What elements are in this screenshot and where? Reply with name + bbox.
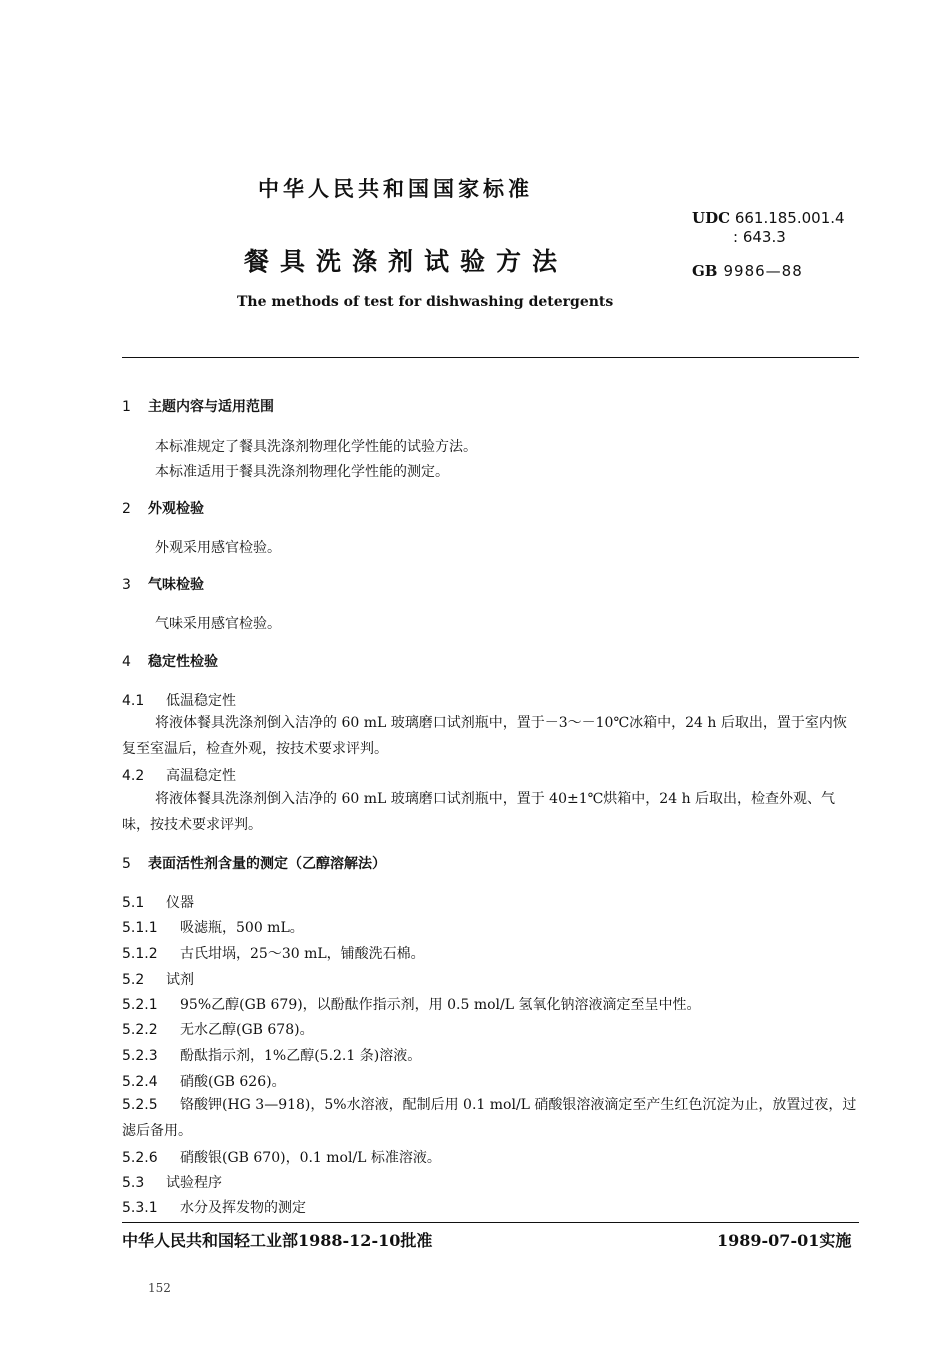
clause-number: 5.1.1 (122, 920, 158, 936)
issuer-approval: 中华人民共和国轻工业部1988-12-10批准 (122, 1231, 433, 1250)
section-3-paragraph: 气味采用感官检验。 (155, 616, 281, 632)
clause-text: 古氏坩埚，25～30 mL，铺酸洗石棉。 (180, 946, 425, 962)
clause-number: 5.2.6 (122, 1150, 158, 1166)
page-number: 152 (148, 1281, 171, 1295)
effective-date: 1989-07-01实施 (717, 1231, 852, 1250)
clause-5-3-1 (122, 1197, 306, 1217)
subsection-4-2-heading (122, 765, 236, 785)
udc-line-2: : 643.3 (733, 228, 786, 246)
clause-5-2-1 (122, 994, 701, 1014)
subsection-5-1-heading (122, 892, 194, 912)
clause-text: 吸滤瓶，500 mL。 (180, 920, 304, 936)
subsection-title: 仪器 (166, 895, 194, 911)
clause-5-2-4 (122, 1071, 286, 1091)
clause-5-2-6 (122, 1147, 441, 1167)
clause-number: 5.1.2 (122, 946, 158, 962)
section-title: 主题内容与适用范围 (148, 399, 274, 415)
clause-number: 5.2.5 (122, 1097, 158, 1113)
udc-label: UDC (692, 209, 731, 227)
subsection-4-1-paragraph: 将液体餐具洗涤剂倒入洁净的 60 mL 玻璃磨口试剂瓶中，置于－3～－10℃冰箱中，24 h 后取出，置于室内恢复至室温后，检查外观，按技术要求评判。 (122, 715, 847, 757)
subsection-5-2-heading (122, 969, 194, 989)
clause-number: 5.3.1 (122, 1200, 158, 1216)
clause-text: 水分及挥发物的测定 (180, 1200, 306, 1216)
subsection-title: 试剂 (166, 972, 194, 988)
section-2-paragraph: 外观采用感官检验。 (155, 540, 281, 556)
subsection-title: 试验程序 (166, 1175, 222, 1191)
clause-text: 硝酸(GB 626)。 (180, 1074, 286, 1090)
clause-number: 5.2.2 (122, 1022, 158, 1038)
subsection-number: 5.1 (122, 895, 145, 911)
section-number: 4 (122, 654, 131, 670)
section-1-heading (122, 396, 274, 416)
udc-line-1: 661.185.001.4 (734, 209, 845, 227)
section-4-heading (122, 651, 218, 671)
subsection-title: 高温稳定性 (166, 768, 236, 784)
clause-text: 酚酞指示剂，1%乙醇(5.2.1 条)溶液。 (180, 1048, 422, 1064)
clause-text: 95%乙醇(GB 679)，以酚酞作指示剂，用 0.5 mol/L 氢氧化钠溶液滴定至呈中性。 (180, 997, 701, 1013)
section-title: 外观检验 (148, 501, 204, 517)
footer-divider (122, 1222, 859, 1223)
clause-5-2-5 (122, 1092, 860, 1144)
subsection-number: 5.3 (122, 1175, 145, 1191)
clause-number: 5.2.3 (122, 1048, 158, 1064)
document-title: 餐具洗涤剂试验方法 (244, 247, 569, 276)
section-title: 稳定性检验 (148, 654, 218, 670)
section-number: 3 (122, 577, 131, 593)
subsection-number: 5.2 (122, 972, 145, 988)
clause-text: 无水乙醇(GB 678)。 (180, 1022, 314, 1038)
section-1-paragraph-1: 本标准规定了餐具洗涤剂物理化学性能的试验方法。 (155, 439, 477, 455)
section-number: 2 (122, 501, 131, 517)
clause-5-2-3 (122, 1045, 421, 1065)
section-1-paragraph-2: 本标准适用于餐具洗涤剂物理化学性能的测定。 (155, 464, 449, 480)
gb-code (692, 262, 803, 280)
clause-5-1-1 (122, 917, 304, 937)
subsection-title: 低温稳定性 (166, 693, 236, 709)
section-title: 气味检验 (148, 577, 204, 593)
clause-5-2-2 (122, 1019, 314, 1039)
header-divider (122, 357, 859, 358)
clause-5-1-2 (122, 943, 425, 963)
section-title: 表面活性剂含量的测定（乙醇溶解法） (148, 856, 386, 872)
section-number: 5 (122, 856, 131, 872)
clause-text: 铬酸钾(HG 3—918)，5%水溶液，配制后用 0.1 mol/L 硝酸银溶液滴定至产生红色沉淀为止，放置过夜，过滤后备用。 (122, 1097, 857, 1139)
udc-code (692, 210, 845, 226)
subsection-5-3-heading (122, 1172, 222, 1192)
english-title: The methods of test for dishwashing detergents (237, 294, 614, 310)
gb-label: GB (692, 262, 718, 280)
subsection-4-2-paragraph: 将液体餐具洗涤剂倒入洁净的 60 mL 玻璃磨口试剂瓶中，置于 40±1℃烘箱中，24 h 后取出，检查外观、气味，按技术要求评判。 (122, 791, 836, 833)
section-3-heading (122, 574, 204, 594)
subsection-4-1-heading (122, 690, 236, 710)
subsection-number: 4.1 (122, 693, 145, 709)
clause-text: 硝酸银(GB 670)，0.1 mol/L 标准溶液。 (180, 1150, 441, 1166)
subsection-number: 4.2 (122, 768, 145, 784)
section-number: 1 (122, 399, 131, 415)
gb-number: 9986—88 (723, 262, 803, 280)
standard-title: 中华人民共和国国家标准 (258, 176, 533, 201)
section-5-heading (122, 853, 386, 873)
clause-number: 5.2.1 (122, 997, 158, 1013)
section-2-heading (122, 498, 204, 518)
clause-number: 5.2.4 (122, 1074, 158, 1090)
